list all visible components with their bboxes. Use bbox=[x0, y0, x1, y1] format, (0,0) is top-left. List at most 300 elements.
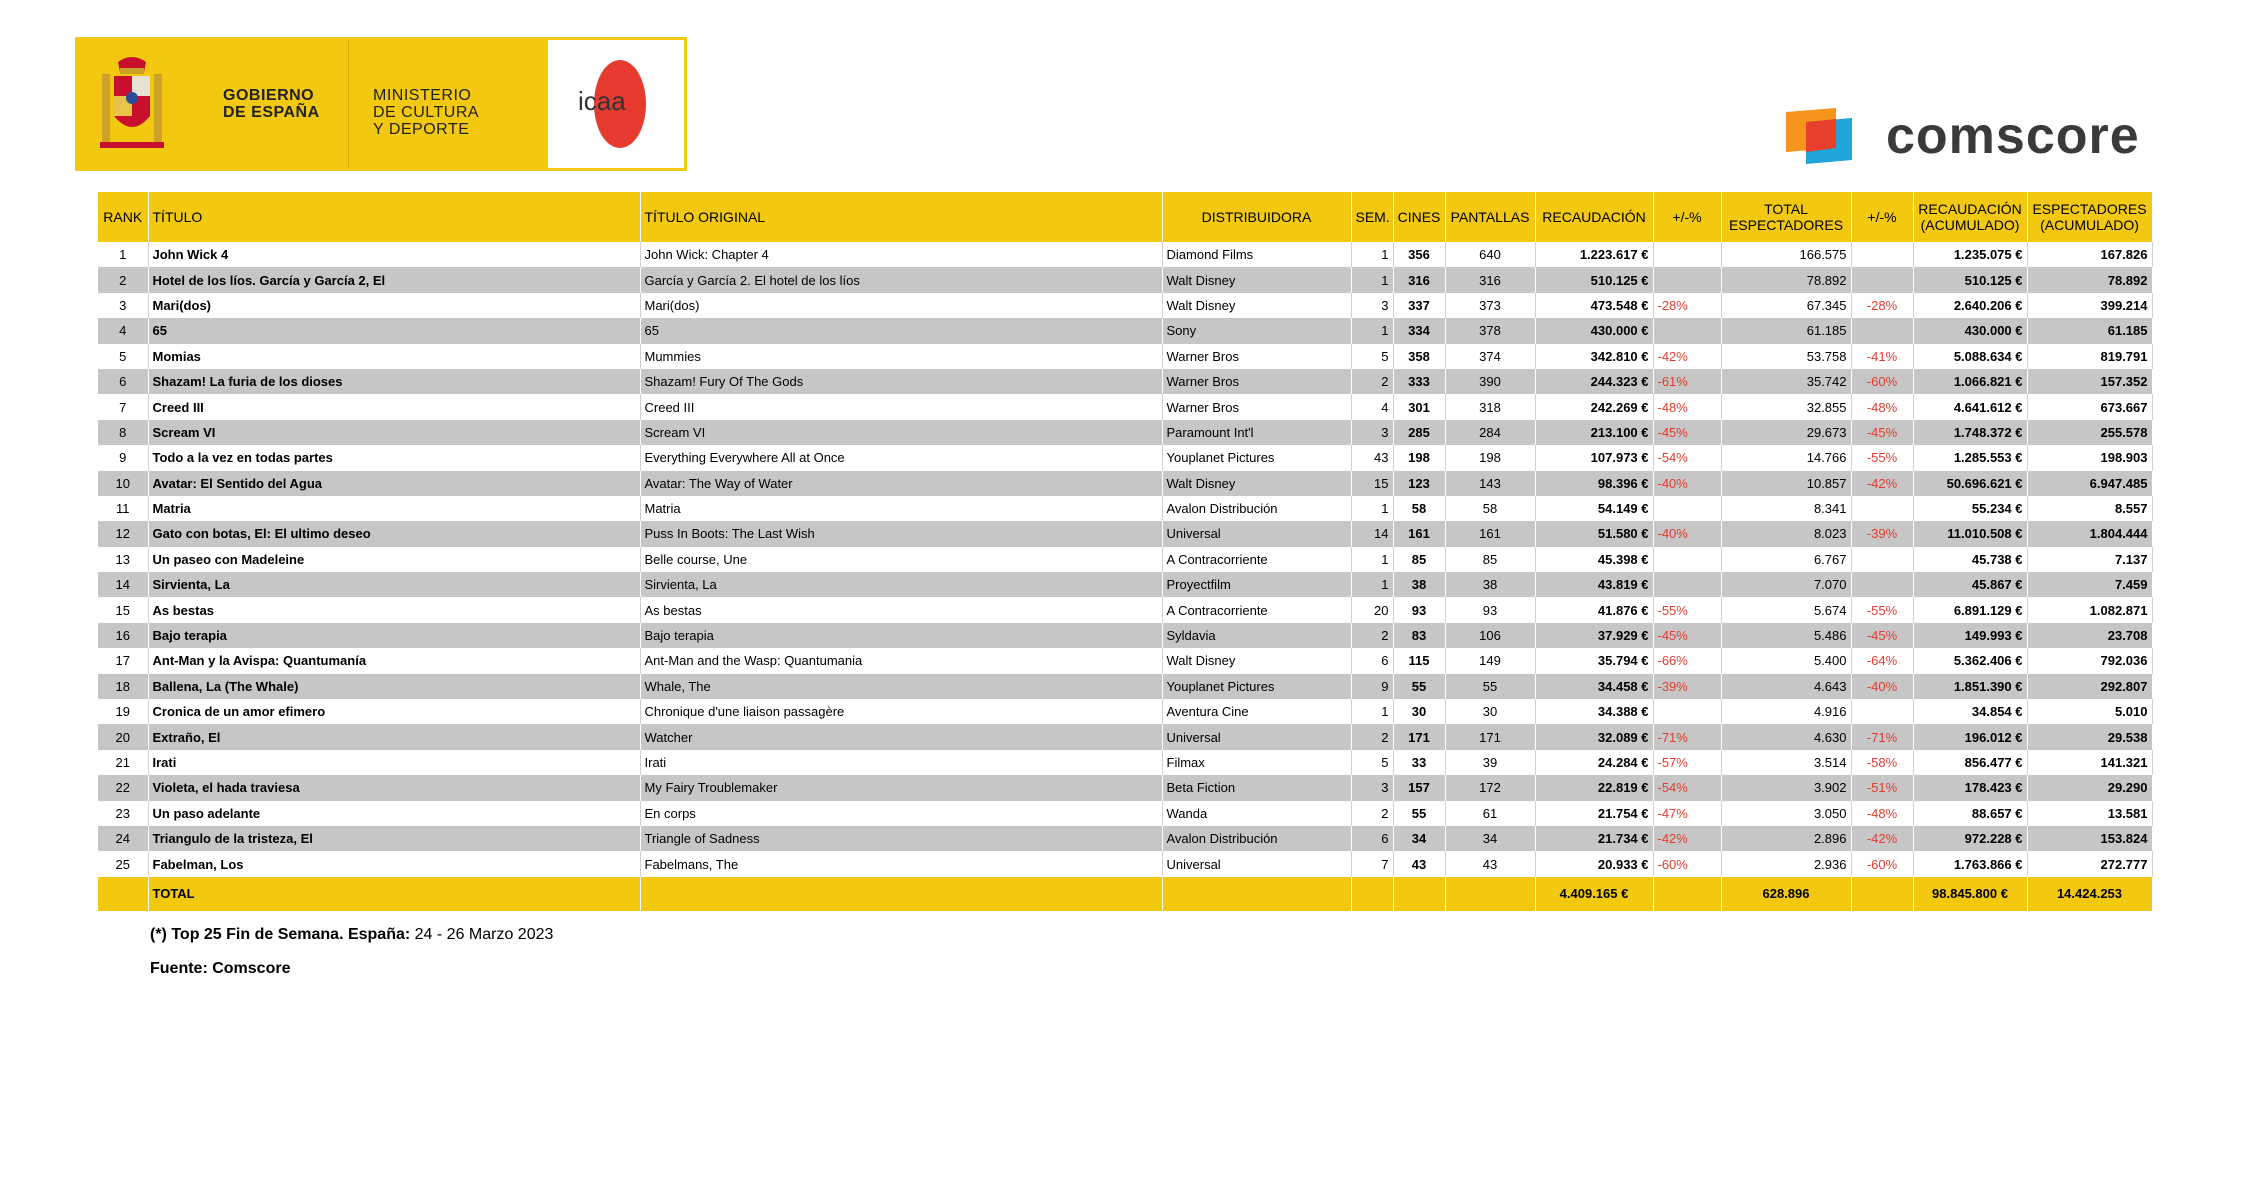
cell-titulo-original: John Wick: Chapter 4 bbox=[640, 242, 1162, 267]
cell-total-espectadores: 8.023 bbox=[1721, 521, 1851, 546]
cell-cines: 93 bbox=[1393, 597, 1445, 622]
cell-espectadores-acumulado: 255.578 bbox=[2027, 420, 2152, 445]
cell-recaudacion-acumulado: 1.763.866 € bbox=[1913, 851, 2027, 876]
cell-var-recaudacion: -42% bbox=[1653, 344, 1721, 369]
cell-recaudacion: 21.754 € bbox=[1535, 801, 1653, 826]
table-body bbox=[98, 242, 2152, 877]
cell-recaudacion: 473.548 € bbox=[1535, 293, 1653, 318]
table-row bbox=[98, 318, 2152, 343]
cell-pantallas: 172 bbox=[1445, 775, 1535, 800]
cell-distribuidora: Aventura Cine bbox=[1162, 699, 1351, 724]
cell-var-recaudacion: -57% bbox=[1653, 750, 1721, 775]
cell-sem: 2 bbox=[1351, 724, 1393, 749]
cell-sem: 3 bbox=[1351, 775, 1393, 800]
cell-var-espectadores: -48% bbox=[1851, 801, 1913, 826]
table-row bbox=[98, 420, 2152, 445]
cell-sem: 2 bbox=[1351, 801, 1393, 826]
cell-recaudacion-acumulado: 4.641.612 € bbox=[1913, 394, 2027, 419]
cell-pantallas: 93 bbox=[1445, 597, 1535, 622]
cell-recaudacion-acumulado: 196.012 € bbox=[1913, 724, 2027, 749]
cell-titulo: Irati bbox=[148, 750, 640, 775]
cell-titulo-original: As bestas bbox=[640, 597, 1162, 622]
cell-recaudacion: 34.458 € bbox=[1535, 674, 1653, 699]
cell-recaudacion-acumulado: 972.228 € bbox=[1913, 826, 2027, 851]
cell-recaudacion: 244.323 € bbox=[1535, 369, 1653, 394]
cell-var-espectadores: -60% bbox=[1851, 851, 1913, 876]
cell-rank: 23 bbox=[98, 801, 148, 826]
col-header-var-espectadores: +/-% bbox=[1851, 192, 1913, 242]
cell-distribuidora: Avalon Distribución bbox=[1162, 496, 1351, 521]
cell-rank: 4 bbox=[98, 318, 148, 343]
cell-recaudacion-acumulado: 50.696.621 € bbox=[1913, 471, 2027, 496]
cell-cines: 157 bbox=[1393, 775, 1445, 800]
cell-recaudacion: 242.269 € bbox=[1535, 394, 1653, 419]
cell-espectadores-acumulado: 78.892 bbox=[2027, 267, 2152, 292]
cell-titulo-original: Whale, The bbox=[640, 674, 1162, 699]
cell-pantallas: 640 bbox=[1445, 242, 1535, 267]
cell-pantallas: 374 bbox=[1445, 344, 1535, 369]
cell-titulo-original: En corps bbox=[640, 801, 1162, 826]
cell-distribuidora: Walt Disney bbox=[1162, 648, 1351, 673]
cell-titulo-original: Sirvienta, La bbox=[640, 572, 1162, 597]
ministerio-label bbox=[373, 87, 479, 138]
table-row bbox=[98, 623, 2152, 648]
cell-recaudacion: 342.810 € bbox=[1535, 344, 1653, 369]
cell-var-recaudacion: -54% bbox=[1653, 775, 1721, 800]
cell-espectadores-acumulado: 167.826 bbox=[2027, 242, 2152, 267]
total-blank-pant bbox=[1445, 877, 1535, 911]
cell-recaudacion: 35.794 € bbox=[1535, 648, 1653, 673]
cell-total-espectadores: 6.767 bbox=[1721, 547, 1851, 572]
cell-var-recaudacion: -54% bbox=[1653, 445, 1721, 470]
cell-distribuidora: Beta Fiction bbox=[1162, 775, 1351, 800]
cell-sem: 1 bbox=[1351, 318, 1393, 343]
cell-pantallas: 318 bbox=[1445, 394, 1535, 419]
box-office-table bbox=[98, 192, 2153, 911]
total-espectadores-acumulado: 14.424.253 bbox=[2027, 877, 2152, 911]
cell-titulo-original: Bajo terapia bbox=[640, 623, 1162, 648]
cell-titulo: Gato con botas, El: El ultimo deseo bbox=[148, 521, 640, 546]
cell-var-espectadores: -58% bbox=[1851, 750, 1913, 775]
cell-espectadores-acumulado: 141.321 bbox=[2027, 750, 2152, 775]
icaa-logo-icon bbox=[548, 40, 684, 168]
cell-sem: 14 bbox=[1351, 521, 1393, 546]
total-blank-var1 bbox=[1653, 877, 1721, 911]
cell-espectadores-acumulado: 29.538 bbox=[2027, 724, 2152, 749]
cell-rank: 13 bbox=[98, 547, 148, 572]
cell-titulo-original: 65 bbox=[640, 318, 1162, 343]
comscore-wordmark: comscore bbox=[1886, 107, 2140, 165]
cell-titulo: Mari(dos) bbox=[148, 293, 640, 318]
cell-var-recaudacion: -42% bbox=[1653, 826, 1721, 851]
comscore-mark-icon bbox=[1786, 108, 1876, 168]
cell-espectadores-acumulado: 5.010 bbox=[2027, 699, 2152, 724]
cell-pantallas: 284 bbox=[1445, 420, 1535, 445]
cell-titulo-original: Shazam! Fury Of The Gods bbox=[640, 369, 1162, 394]
table-row bbox=[98, 471, 2152, 496]
cell-cines: 85 bbox=[1393, 547, 1445, 572]
cell-pantallas: 171 bbox=[1445, 724, 1535, 749]
gov-line-1: GOBIERNO bbox=[223, 87, 315, 104]
min-line-1: MINISTERIO bbox=[373, 87, 472, 104]
cell-sem: 4 bbox=[1351, 394, 1393, 419]
table-row bbox=[98, 775, 2152, 800]
cell-cines: 55 bbox=[1393, 674, 1445, 699]
cell-titulo: Scream VI bbox=[148, 420, 640, 445]
cell-espectadores-acumulado: 6.947.485 bbox=[2027, 471, 2152, 496]
cell-recaudacion-acumulado: 5.088.634 € bbox=[1913, 344, 2027, 369]
cell-recaudacion: 41.876 € bbox=[1535, 597, 1653, 622]
cell-titulo: Creed III bbox=[148, 394, 640, 419]
cell-pantallas: 378 bbox=[1445, 318, 1535, 343]
col-header-total-espectadores bbox=[1721, 192, 1851, 242]
cell-total-espectadores: 29.673 bbox=[1721, 420, 1851, 445]
cell-recaudacion: 32.089 € bbox=[1535, 724, 1653, 749]
cell-rank: 18 bbox=[98, 674, 148, 699]
cell-espectadores-acumulado: 157.352 bbox=[2027, 369, 2152, 394]
cell-espectadores-acumulado: 819.791 bbox=[2027, 344, 2152, 369]
cell-distribuidora: Diamond Films bbox=[1162, 242, 1351, 267]
cell-titulo-original: Watcher bbox=[640, 724, 1162, 749]
cell-titulo: Triangulo de la tristeza, El bbox=[148, 826, 640, 851]
col-header-distribuidora: DISTRIBUIDORA bbox=[1162, 192, 1351, 242]
cell-var-espectadores bbox=[1851, 318, 1913, 343]
cell-distribuidora: Walt Disney bbox=[1162, 293, 1351, 318]
cell-var-recaudacion: -61% bbox=[1653, 369, 1721, 394]
table-row bbox=[98, 267, 2152, 292]
cell-total-espectadores: 8.341 bbox=[1721, 496, 1851, 521]
col-header-recaudacion-acumulado bbox=[1913, 192, 2027, 242]
cell-pantallas: 39 bbox=[1445, 750, 1535, 775]
table-row bbox=[98, 750, 2152, 775]
cell-total-espectadores: 32.855 bbox=[1721, 394, 1851, 419]
cell-titulo: John Wick 4 bbox=[148, 242, 640, 267]
cell-cines: 34 bbox=[1393, 826, 1445, 851]
cell-pantallas: 34 bbox=[1445, 826, 1535, 851]
total-blank-cines bbox=[1393, 877, 1445, 911]
cell-titulo: Extraño, El bbox=[148, 724, 640, 749]
col-header-pantallas: PANTALLAS bbox=[1445, 192, 1535, 242]
cell-titulo: Un paso adelante bbox=[148, 801, 640, 826]
cell-distribuidora: Walt Disney bbox=[1162, 471, 1351, 496]
cell-cines: 198 bbox=[1393, 445, 1445, 470]
cell-sem: 6 bbox=[1351, 648, 1393, 673]
cell-recaudacion-acumulado: 149.993 € bbox=[1913, 623, 2027, 648]
table-row bbox=[98, 597, 2152, 622]
cell-titulo-original: Mari(dos) bbox=[640, 293, 1162, 318]
cell-total-espectadores: 3.514 bbox=[1721, 750, 1851, 775]
cell-recaudacion: 430.000 € bbox=[1535, 318, 1653, 343]
cell-cines: 161 bbox=[1393, 521, 1445, 546]
cell-var-espectadores: -39% bbox=[1851, 521, 1913, 546]
cell-recaudacion-acumulado: 1.285.553 € bbox=[1913, 445, 2027, 470]
cell-rank: 7 bbox=[98, 394, 148, 419]
cell-rank: 24 bbox=[98, 826, 148, 851]
gobierno-banner bbox=[75, 37, 687, 171]
cell-sem: 3 bbox=[1351, 420, 1393, 445]
cell-rank: 5 bbox=[98, 344, 148, 369]
cell-recaudacion-acumulado: 88.657 € bbox=[1913, 801, 2027, 826]
cell-total-espectadores: 2.936 bbox=[1721, 851, 1851, 876]
cell-sem: 9 bbox=[1351, 674, 1393, 699]
total-recaudacion-acumulado: 98.845.800 € bbox=[1913, 877, 2027, 911]
cell-var-recaudacion: -71% bbox=[1653, 724, 1721, 749]
cell-cines: 334 bbox=[1393, 318, 1445, 343]
cell-distribuidora: Universal bbox=[1162, 724, 1351, 749]
cell-var-espectadores: -64% bbox=[1851, 648, 1913, 673]
min-line-3: Y DEPORTE bbox=[373, 121, 470, 138]
table-row bbox=[98, 445, 2152, 470]
cell-distribuidora: Universal bbox=[1162, 851, 1351, 876]
cell-recaudacion: 54.149 € bbox=[1535, 496, 1653, 521]
cell-total-espectadores: 4.630 bbox=[1721, 724, 1851, 749]
cell-var-espectadores: -42% bbox=[1851, 826, 1913, 851]
cell-recaudacion: 45.398 € bbox=[1535, 547, 1653, 572]
cell-var-recaudacion: -45% bbox=[1653, 623, 1721, 648]
cell-recaudacion: 20.933 € bbox=[1535, 851, 1653, 876]
cell-var-recaudacion: -40% bbox=[1653, 521, 1721, 546]
cell-var-recaudacion: -48% bbox=[1653, 394, 1721, 419]
cell-espectadores-acumulado: 29.290 bbox=[2027, 775, 2152, 800]
cell-sem: 1 bbox=[1351, 547, 1393, 572]
cell-sem: 1 bbox=[1351, 242, 1393, 267]
total-espectadores: 628.896 bbox=[1721, 877, 1851, 911]
cell-var-espectadores: -60% bbox=[1851, 369, 1913, 394]
cell-titulo-original: Scream VI bbox=[640, 420, 1162, 445]
cell-var-espectadores bbox=[1851, 496, 1913, 521]
cell-sem: 5 bbox=[1351, 750, 1393, 775]
cell-rank: 6 bbox=[98, 369, 148, 394]
cell-total-espectadores: 2.896 bbox=[1721, 826, 1851, 851]
cell-titulo: Hotel de los líos. García y García 2, El bbox=[148, 267, 640, 292]
cell-recaudacion: 98.396 € bbox=[1535, 471, 1653, 496]
table-row bbox=[98, 674, 2152, 699]
cell-recaudacion-acumulado: 1.066.821 € bbox=[1913, 369, 2027, 394]
total-blank-orig bbox=[640, 877, 1162, 911]
cell-espectadores-acumulado: 399.214 bbox=[2027, 293, 2152, 318]
cell-var-espectadores: -40% bbox=[1851, 674, 1913, 699]
cell-titulo: Todo a la vez en todas partes bbox=[148, 445, 640, 470]
cell-sem: 5 bbox=[1351, 344, 1393, 369]
cell-espectadores-acumulado: 153.824 bbox=[2027, 826, 2152, 851]
cell-titulo: Shazam! La furia de los dioses bbox=[148, 369, 640, 394]
col-header-esp-acum-l2: (ACUMULADO) bbox=[2040, 217, 2139, 233]
col-header-sem: SEM. bbox=[1351, 192, 1393, 242]
cell-var-espectadores bbox=[1851, 699, 1913, 724]
cell-titulo-original: Avatar: The Way of Water bbox=[640, 471, 1162, 496]
cell-distribuidora: Warner Bros bbox=[1162, 369, 1351, 394]
cell-cines: 358 bbox=[1393, 344, 1445, 369]
cell-recaudacion-acumulado: 5.362.406 € bbox=[1913, 648, 2027, 673]
cell-distribuidora: Walt Disney bbox=[1162, 267, 1351, 292]
cell-titulo: Violeta, el hada traviesa bbox=[148, 775, 640, 800]
cell-cines: 337 bbox=[1393, 293, 1445, 318]
cell-total-espectadores: 4.916 bbox=[1721, 699, 1851, 724]
cell-cines: 301 bbox=[1393, 394, 1445, 419]
cell-var-espectadores: -48% bbox=[1851, 394, 1913, 419]
col-header-rank: RANK bbox=[98, 192, 148, 242]
cell-var-recaudacion: -39% bbox=[1653, 674, 1721, 699]
cell-total-espectadores: 67.345 bbox=[1721, 293, 1851, 318]
cell-var-espectadores: -45% bbox=[1851, 420, 1913, 445]
cell-cines: 55 bbox=[1393, 801, 1445, 826]
cell-var-espectadores bbox=[1851, 267, 1913, 292]
col-header-rec-acum-l2: (ACUMULADO) bbox=[1920, 217, 2020, 233]
cell-rank: 11 bbox=[98, 496, 148, 521]
cell-espectadores-acumulado: 272.777 bbox=[2027, 851, 2152, 876]
cell-recaudacion-acumulado: 1.748.372 € bbox=[1913, 420, 2027, 445]
cell-recaudacion-acumulado: 55.234 € bbox=[1913, 496, 2027, 521]
cell-rank: 12 bbox=[98, 521, 148, 546]
cell-rank: 25 bbox=[98, 851, 148, 876]
cell-rank: 16 bbox=[98, 623, 148, 648]
cell-sem: 1 bbox=[1351, 699, 1393, 724]
cell-distribuidora: Filmax bbox=[1162, 750, 1351, 775]
table-row bbox=[98, 521, 2152, 546]
cell-titulo: Ant-Man y la Avispa: Quantumanía bbox=[148, 648, 640, 673]
cell-recaudacion-acumulado: 178.423 € bbox=[1913, 775, 2027, 800]
cell-var-recaudacion: -45% bbox=[1653, 420, 1721, 445]
cell-pantallas: 198 bbox=[1445, 445, 1535, 470]
cell-titulo: Avatar: El Sentido del Agua bbox=[148, 471, 640, 496]
total-label: TOTAL bbox=[148, 877, 640, 911]
cell-var-recaudacion bbox=[1653, 572, 1721, 597]
cell-var-recaudacion: -40% bbox=[1653, 471, 1721, 496]
cell-cines: 123 bbox=[1393, 471, 1445, 496]
cell-var-espectadores: -71% bbox=[1851, 724, 1913, 749]
cell-rank: 21 bbox=[98, 750, 148, 775]
cell-var-espectadores bbox=[1851, 572, 1913, 597]
cell-espectadores-acumulado: 1.804.444 bbox=[2027, 521, 2152, 546]
cell-recaudacion: 107.973 € bbox=[1535, 445, 1653, 470]
cell-distribuidora: Proyectfilm bbox=[1162, 572, 1351, 597]
total-blank-var2 bbox=[1851, 877, 1913, 911]
coat-of-arms-icon bbox=[100, 54, 164, 152]
cell-distribuidora: Universal bbox=[1162, 521, 1351, 546]
cell-recaudacion: 510.125 € bbox=[1535, 267, 1653, 292]
cell-titulo: Cronica de un amor efimero bbox=[148, 699, 640, 724]
cell-total-espectadores: 14.766 bbox=[1721, 445, 1851, 470]
cell-sem: 3 bbox=[1351, 293, 1393, 318]
footnote-dates: 24 - 26 Marzo 2023 bbox=[410, 926, 554, 943]
col-header-titulo: TÍTULO bbox=[148, 192, 640, 242]
total-blank-rank bbox=[98, 877, 148, 911]
cell-titulo-original: Belle course, Une bbox=[640, 547, 1162, 572]
cell-total-espectadores: 166.575 bbox=[1721, 242, 1851, 267]
cell-titulo: Fabelman, Los bbox=[148, 851, 640, 876]
cell-titulo: Sirvienta, La bbox=[148, 572, 640, 597]
cell-total-espectadores: 35.742 bbox=[1721, 369, 1851, 394]
table-row bbox=[98, 851, 2152, 876]
cell-titulo-original: Ant-Man and the Wasp: Quantumania bbox=[640, 648, 1162, 673]
col-header-cines: CINES bbox=[1393, 192, 1445, 242]
cell-pantallas: 55 bbox=[1445, 674, 1535, 699]
icaa-logo bbox=[548, 40, 684, 168]
gov-line-2: DE ESPAÑA bbox=[223, 104, 320, 121]
table-row bbox=[98, 699, 2152, 724]
total-blank-sem bbox=[1351, 877, 1393, 911]
table-row bbox=[98, 242, 2152, 267]
cell-titulo-original: Triangle of Sadness bbox=[640, 826, 1162, 851]
cell-recaudacion: 21.734 € bbox=[1535, 826, 1653, 851]
cell-pantallas: 38 bbox=[1445, 572, 1535, 597]
cell-var-espectadores: -42% bbox=[1851, 471, 1913, 496]
cell-recaudacion-acumulado: 510.125 € bbox=[1913, 267, 2027, 292]
cell-cines: 333 bbox=[1393, 369, 1445, 394]
cell-recaudacion: 43.819 € bbox=[1535, 572, 1653, 597]
cell-total-espectadores: 61.185 bbox=[1721, 318, 1851, 343]
cell-recaudacion: 22.819 € bbox=[1535, 775, 1653, 800]
col-header-titulo-original: TÍTULO ORIGINAL bbox=[640, 192, 1162, 242]
cell-pantallas: 143 bbox=[1445, 471, 1535, 496]
total-blank-dist bbox=[1162, 877, 1351, 911]
cell-total-espectadores: 5.486 bbox=[1721, 623, 1851, 648]
cell-recaudacion-acumulado: 34.854 € bbox=[1913, 699, 2027, 724]
cell-cines: 58 bbox=[1393, 496, 1445, 521]
cell-titulo: Bajo terapia bbox=[148, 623, 640, 648]
cell-var-recaudacion: -60% bbox=[1653, 851, 1721, 876]
cell-titulo-original: Fabelmans, The bbox=[640, 851, 1162, 876]
gobierno-label bbox=[223, 87, 320, 121]
cell-pantallas: 30 bbox=[1445, 699, 1535, 724]
cell-distribuidora: Warner Bros bbox=[1162, 394, 1351, 419]
cell-sem: 43 bbox=[1351, 445, 1393, 470]
cell-distribuidora: Paramount Int'l bbox=[1162, 420, 1351, 445]
footnote-bold: (*) Top 25 Fin de Semana. España: bbox=[150, 926, 411, 943]
cell-cines: 115 bbox=[1393, 648, 1445, 673]
cell-espectadores-acumulado: 292.807 bbox=[2027, 674, 2152, 699]
cell-sem: 6 bbox=[1351, 826, 1393, 851]
cell-espectadores-acumulado: 61.185 bbox=[2027, 318, 2152, 343]
cell-sem: 1 bbox=[1351, 496, 1393, 521]
cell-var-espectadores: -51% bbox=[1851, 775, 1913, 800]
total-row bbox=[98, 877, 2152, 911]
cell-titulo-original: Puss In Boots: The Last Wish bbox=[640, 521, 1162, 546]
cell-distribuidora: Avalon Distribución bbox=[1162, 826, 1351, 851]
cell-pantallas: 161 bbox=[1445, 521, 1535, 546]
cell-sem: 2 bbox=[1351, 623, 1393, 648]
table-row bbox=[98, 648, 2152, 673]
cell-rank: 1 bbox=[98, 242, 148, 267]
cell-var-recaudacion: -28% bbox=[1653, 293, 1721, 318]
cell-titulo: Matria bbox=[148, 496, 640, 521]
cell-rank: 20 bbox=[98, 724, 148, 749]
cell-cines: 83 bbox=[1393, 623, 1445, 648]
cell-total-espectadores: 5.400 bbox=[1721, 648, 1851, 673]
cell-total-espectadores: 3.050 bbox=[1721, 801, 1851, 826]
cell-titulo: Ballena, La (The Whale) bbox=[148, 674, 640, 699]
cell-recaudacion: 34.388 € bbox=[1535, 699, 1653, 724]
cell-recaudacion-acumulado: 856.477 € bbox=[1913, 750, 2027, 775]
col-header-esp-acum-l1: ESPECTADORES bbox=[2032, 201, 2147, 217]
cell-pantallas: 373 bbox=[1445, 293, 1535, 318]
cell-espectadores-acumulado: 23.708 bbox=[2027, 623, 2152, 648]
cell-espectadores-acumulado: 673.667 bbox=[2027, 394, 2152, 419]
min-line-2: DE CULTURA bbox=[373, 104, 480, 121]
cell-cines: 38 bbox=[1393, 572, 1445, 597]
cell-rank: 10 bbox=[98, 471, 148, 496]
comscore-logo bbox=[1786, 108, 2166, 168]
cell-rank: 8 bbox=[98, 420, 148, 445]
cell-rank: 2 bbox=[98, 267, 148, 292]
col-header-rec-acum-l1: RECAUDACIÓN bbox=[1918, 201, 2022, 217]
cell-total-espectadores: 4.643 bbox=[1721, 674, 1851, 699]
cell-var-recaudacion bbox=[1653, 547, 1721, 572]
col-header-var-recaudacion: +/-% bbox=[1653, 192, 1721, 242]
cell-pantallas: 58 bbox=[1445, 496, 1535, 521]
cell-cines: 316 bbox=[1393, 267, 1445, 292]
cell-pantallas: 390 bbox=[1445, 369, 1535, 394]
